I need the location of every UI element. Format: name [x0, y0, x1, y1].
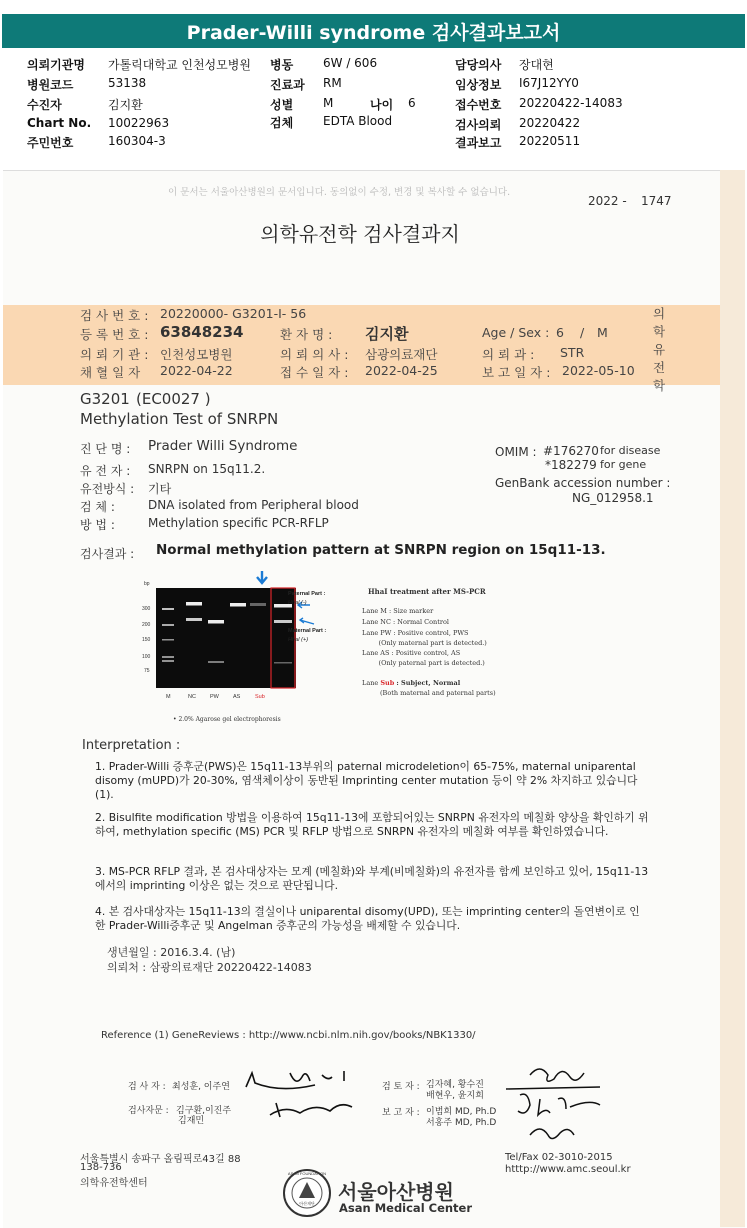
field-value: M: [323, 96, 334, 110]
field-label: 수진자: [27, 98, 62, 112]
field-label: 진료과: [270, 78, 305, 92]
omim-gene: *182279: [545, 458, 597, 472]
omim-label: OMIM :: [495, 445, 537, 459]
interpretation-title: Interpretation :: [82, 738, 181, 753]
ladder-label: 300: [142, 606, 151, 612]
blood-date: 2022-04-22: [160, 363, 233, 378]
field-value: 6: [408, 96, 416, 110]
recv-date: 2022-04-25: [365, 363, 438, 378]
reviewer-2: 배현우, 윤지희: [426, 1091, 484, 1101]
seal-text: ASAN FOUNDATION: [287, 1171, 327, 1176]
field-label: 결과보고: [455, 136, 502, 150]
field-value: 160304-3: [108, 134, 166, 148]
legend-line: Lane M : Size marker: [362, 607, 434, 615]
result-text: Normal methylation pattern at SNRPN region on 15q11-13.: [156, 542, 606, 558]
ladder-label: 200: [142, 622, 151, 628]
field-value: 장대현: [519, 58, 554, 72]
reg-no: 63848234: [160, 323, 244, 341]
field-value: EDTA Blood: [323, 114, 393, 128]
down-arrow-icon: [257, 571, 267, 583]
lane-label-sub: Sub: [255, 694, 265, 700]
doc-year: 2022 -: [588, 194, 627, 208]
address-postal: 138-736: [80, 1162, 122, 1173]
advisor-label: 검사자문 :: [128, 1106, 169, 1116]
legend-lane-prefix: Lane: [362, 679, 379, 687]
reg-no-label: 등 록 번 호 :: [80, 327, 149, 342]
report-title: 의학유전학 검사결과지: [260, 222, 460, 246]
report-date-label: 보 고 일 자 :: [482, 365, 551, 380]
ladder-label: 150: [142, 637, 151, 643]
paternal-enzyme: HhaI (-): [288, 600, 307, 606]
ladder-label: bp: [144, 581, 150, 587]
website: htttp://www.amc.seoul.kr: [505, 1164, 631, 1175]
legend-line: (Only paternal part is detected.): [362, 659, 485, 667]
field-label: 주민번호: [27, 136, 74, 150]
doctor-value: 삼광의료재단: [365, 347, 438, 362]
lane-label: NC: [188, 694, 196, 700]
lane-label: PW: [210, 694, 219, 700]
field-value: 53138: [108, 76, 147, 90]
genbank: NG_012958.1: [572, 491, 654, 505]
legend-line: Lane NC : Normal Control: [362, 618, 449, 626]
field-label: 임상정보: [455, 78, 502, 92]
field-value: 6W / 606: [323, 56, 378, 70]
reviewer-signature: [500, 1055, 610, 1145]
hospital-name-en: Asan Medical Center: [339, 1201, 473, 1215]
ladder-label: 75: [144, 668, 150, 674]
specimen: DNA isolated from Peripheral blood: [148, 498, 359, 512]
test-no-label: 검 사 번 호 :: [80, 308, 149, 323]
dept-label: 의 뢰 과 :: [482, 347, 535, 362]
specimen-label: 검 체 :: [80, 500, 115, 514]
field-value: 10022963: [108, 116, 170, 130]
gel-image: [156, 588, 296, 688]
omim-gene-note: for gene: [600, 458, 647, 471]
interpretation-item: 3. MS-PCR RFLP 결과, 본 검사대상자는 모계 (메칠화)와 부계(비메칠화)의 유전자를 함께 보인하고 있어, 15q11-13에서의 imprinting 이상은 없는 것으로 판단됩니다.: [95, 865, 649, 892]
hospital-seal: [282, 1168, 332, 1218]
reporter-2: 서홍주 MD, Ph.D: [426, 1118, 497, 1128]
inst-label: 의 뢰 기 관 :: [80, 347, 149, 362]
examiner-label: 검 사 자 :: [128, 1082, 166, 1092]
field-label: 검체: [270, 116, 294, 130]
gel-figure: [138, 568, 354, 708]
field-label: 병동: [270, 58, 294, 72]
maternal-label: Maternal Part :: [288, 628, 327, 634]
omim-disease-note: for disease: [600, 444, 661, 457]
field-value: RM: [323, 76, 342, 90]
test-no: 20220000- G3201-I- 56: [160, 306, 307, 321]
field-label: 병원코드: [27, 78, 74, 92]
birth-date: 생년월일 : 2016.3.4. (남): [107, 946, 236, 959]
method: Methylation specific PCR-RFLP: [148, 516, 329, 530]
dept-value: STR: [560, 345, 585, 360]
reporter-label: 보 고 자 :: [382, 1108, 420, 1118]
gel-caption: • 2.0% Agarose gel electrophoresis: [173, 716, 281, 723]
legend-line: Lane AS : Positive control, AS: [362, 649, 461, 657]
lane-label: AS: [233, 694, 241, 700]
sex-separator: /: [580, 325, 585, 340]
field-label: 검사의뢰: [455, 118, 502, 132]
field-label: 접수번호: [455, 98, 502, 112]
field-label: Chart No.: [27, 116, 92, 130]
age-value: 6: [556, 325, 564, 340]
omim-disease: #176270: [543, 444, 599, 458]
field-value: 20220511: [519, 134, 581, 148]
interpretation-item: 1. Prader-Willi 증후군(PWS)은 15q11-13부위의 paternal microdeletion이 65-75%, maternal uniparental disomy (mUPD)가 20-30%, 염색체이상이 동반된 Imprinting center mutation 등이 약 2% 차지하고 있습니다 (1).: [95, 760, 638, 801]
field-label: 의뢰기관명: [27, 58, 85, 72]
report-date: 2022-05-10: [562, 363, 635, 378]
patient-label: 환 자 명 :: [280, 327, 333, 342]
field-value: 가톨릭대학교 인천성모병원: [108, 58, 251, 72]
reference: Reference (1) GeneReviews : http://www.ncbi.nlm.nih.gov/books/NBK1330/: [101, 1030, 476, 1041]
gene-label: 유 전 자 :: [80, 464, 131, 478]
gene: SNRPN on 15q11.2.: [148, 462, 266, 476]
inheritance-label: 유전방식 :: [80, 482, 135, 496]
code-prefix: G3201: [80, 390, 130, 408]
field-value: I67J12YY0: [519, 76, 579, 90]
inheritance: 기타: [148, 482, 172, 496]
lane-label: M: [166, 694, 171, 700]
doctor-label: 의 뢰 의 사 :: [280, 347, 349, 362]
ladder-label: 100: [142, 654, 151, 660]
address-line: 서울특별시 송파구 올림픽로43길 88: [80, 1154, 241, 1165]
reviewer: 김자혜, 황수진: [426, 1080, 484, 1090]
genbank-label: GenBank accession number :: [495, 476, 671, 490]
legend-line: (Only maternal part is detected.): [362, 639, 487, 647]
reporter: 이범희 MD, Ph.D: [426, 1107, 497, 1117]
diagnosis-label: 진 단 명 :: [80, 442, 131, 456]
reviewer-label: 검 토 자 :: [382, 1082, 420, 1092]
seal-sub: 아산재단: [299, 1201, 315, 1206]
legend-line: Lane PW : Positive control, PWS: [362, 629, 469, 637]
tel-fax: Tel/Fax 02-3010-2015: [505, 1152, 613, 1163]
side-label: 의학유전학: [653, 306, 666, 393]
inst-value: 인천성모병원: [160, 347, 233, 362]
legend-title: HhaI treatment after MS-PCR: [368, 587, 486, 596]
maternal-enzyme: HhaI (+): [288, 637, 309, 643]
field-label: 성별: [270, 98, 294, 112]
paper-side-strip: [720, 170, 745, 1227]
advisor-2: 김재민: [178, 1116, 205, 1126]
field-label: 나이: [370, 98, 394, 112]
field-value: 김지환: [108, 98, 143, 112]
field-value: 20220422-14083: [519, 96, 623, 110]
legend-lane-sub-note: (Both maternal and paternal parts): [380, 689, 496, 697]
address-center: 의학유전학센터: [80, 1178, 148, 1189]
page-title: Prader-Willi syndrome 검사결과보고서: [2, 14, 745, 48]
field-label: 담당의사: [455, 58, 502, 72]
left-arrow-icon: [300, 618, 314, 624]
test-code: (EC0027 ): [136, 390, 211, 408]
agesex-label: Age / Sex :: [482, 325, 550, 340]
hospital-name-kr: 서울아산병원: [338, 1180, 454, 1204]
examiner-signature: [240, 1055, 360, 1125]
doc-number: 1747: [641, 194, 672, 208]
requester: 의뢰처 : 삼광의료재단 20220422-14083: [107, 961, 312, 974]
paternal-label: Paternal Part :: [288, 591, 326, 597]
copy-notice: 이 문서는 서울아산병원의 문서입니다. 동의없이 수정, 변경 및 복사할 수 없습니다.: [168, 187, 511, 198]
sex-value: M: [597, 325, 608, 340]
result-label: 검사결과 :: [80, 547, 135, 561]
recv-date-label: 접 수 일 자 :: [280, 365, 349, 380]
legend-lane-sub-text: : Subject, Normal: [396, 679, 461, 687]
legend-lane-sub: Sub: [380, 679, 395, 687]
test-name: Methylation Test of SNRPN: [80, 410, 279, 428]
interpretation-item: 2. Bisulfite modification 방법을 이용하여 15q11-13에 포함되어있는 SNRPN 유전자의 메칠화 양상을 확인하기 위하여, methylation specific (MS) PCR 및 RFLP 방법으로 SNRPN 유전자의 메칠화 여부를 확인하였습니다.: [95, 811, 649, 838]
advisor: 김구환,이진주: [176, 1106, 232, 1116]
examiner: 최성훈, 이주연: [172, 1082, 230, 1092]
diagnosis: Prader Willi Syndrome: [148, 438, 298, 454]
interpretation-item: 4. 본 검사대상자는 15q11-13의 결실이나 uniparental disomy(UPD), 또는 imprinting center의 돌연변이로 인한 Prader-Willi증후군 및 Angelman 증후군의 가능성을 배제할 수 있습니다.: [95, 905, 640, 932]
method-label: 방 법 :: [80, 518, 115, 532]
blood-date-label: 채 혈 일 자: [80, 365, 141, 380]
field-value: 20220422: [519, 116, 581, 130]
patient-name: 김지환: [365, 325, 409, 343]
